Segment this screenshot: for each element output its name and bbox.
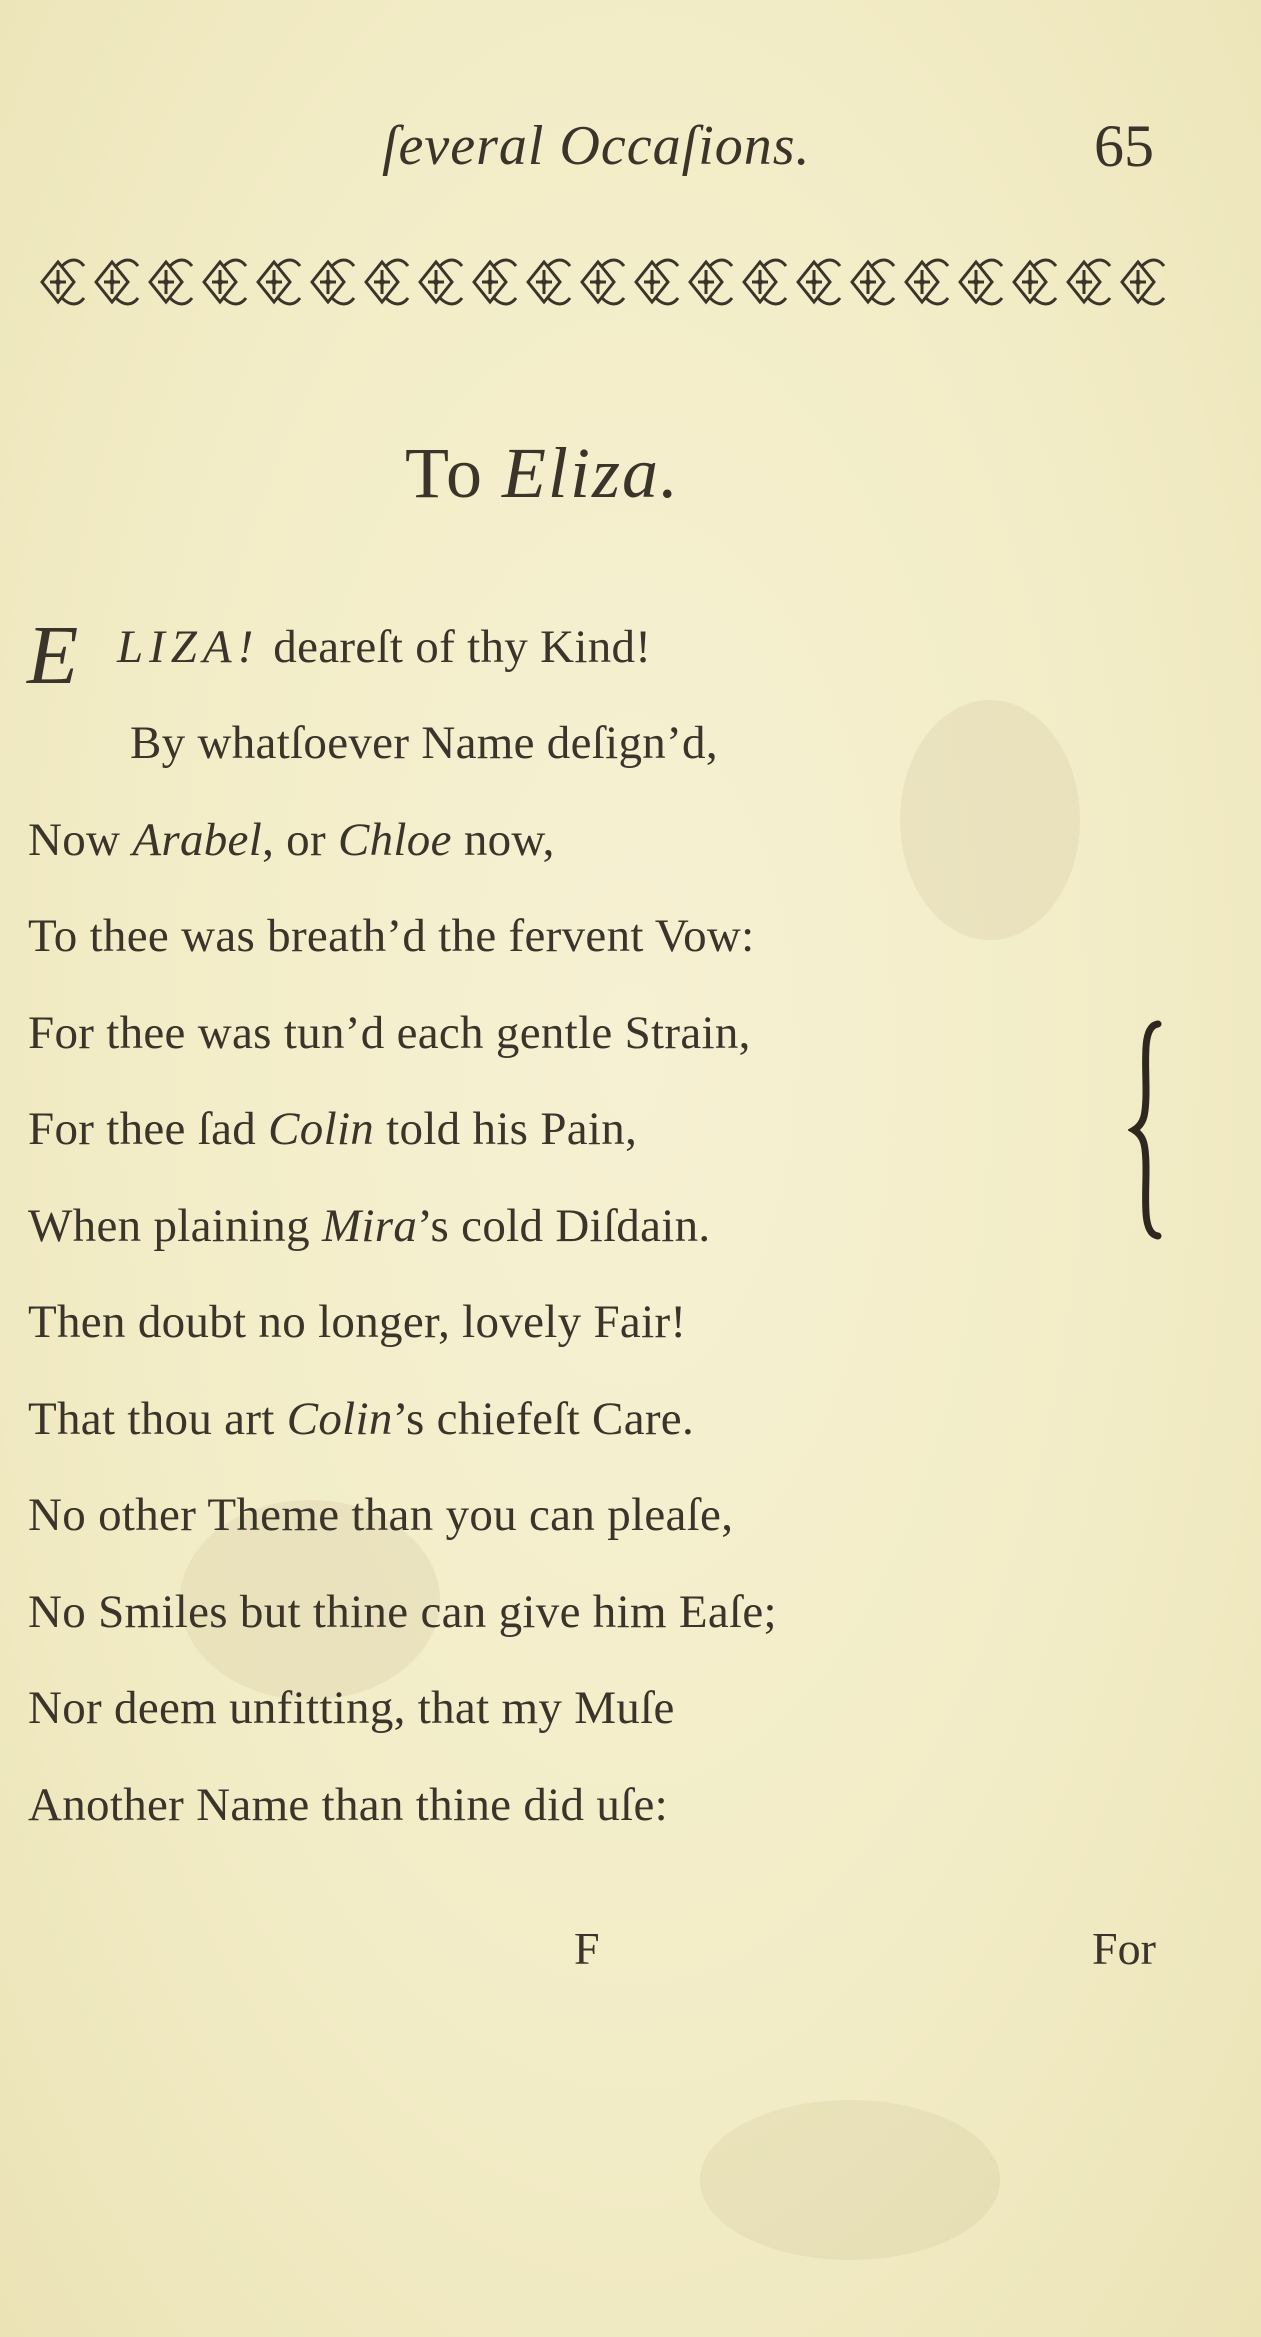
catchword: For	[1092, 1923, 1156, 1974]
verse-text: To thee was breath’d the fervent Vow:	[28, 910, 755, 962]
running-title: ſeveral Occaſions.	[382, 115, 811, 177]
brace-icon	[1128, 1020, 1172, 1240]
verse-line-7	[28, 1199, 710, 1253]
verse-text: When plaining	[28, 1200, 322, 1252]
verse-line-3	[28, 813, 555, 867]
verse-text: Another Name than thine did uſe:	[28, 1779, 669, 1831]
verse-line-9	[28, 1392, 694, 1446]
verse-text: now,	[451, 814, 555, 866]
verse-text: told his Pain,	[374, 1103, 638, 1155]
verse-italic-name: Colin	[268, 1103, 375, 1155]
poem-title-name: Eliza.	[501, 433, 680, 513]
verse-line-2	[130, 716, 718, 770]
verse-text: Nor deem unfitting, that my Muſe	[28, 1682, 675, 1734]
verse-text: ’s chiefeſt Care.	[392, 1393, 695, 1445]
verse-text: For thee was tun’d each gentle Strain,	[28, 1007, 751, 1059]
verse-line-1-text: deareſt of thy Kind!	[273, 621, 652, 673]
poem-title	[405, 432, 680, 515]
verse-line-1-name: LIZA!	[117, 621, 260, 673]
verse-line-11	[28, 1585, 777, 1639]
verse-line-12	[28, 1681, 675, 1735]
page-number: 65	[1094, 113, 1154, 179]
verse-text: , or	[262, 814, 338, 866]
verse-italic-name: Mira	[321, 1200, 418, 1252]
verse-line-6	[28, 1102, 637, 1156]
verse-italic-name: Arabel	[132, 814, 263, 866]
paper-stain	[900, 700, 1080, 940]
signature-mark: F	[574, 1923, 600, 1974]
verse-line-5	[28, 1006, 751, 1060]
verse-line-10	[28, 1488, 733, 1542]
verse-italic-name: Chloe	[337, 814, 452, 866]
verse-text: No other Theme than you can pleaſe,	[28, 1489, 734, 1541]
verse-text: Then doubt no longer, lovely Fair!	[28, 1296, 687, 1348]
verse-line-1	[117, 620, 651, 674]
verse-text: That thou art	[28, 1393, 287, 1445]
verse-text: No Smiles but thine can give him Eaſe;	[28, 1586, 777, 1638]
verse-line-4	[28, 909, 755, 963]
drop-cap: E	[27, 609, 79, 702]
running-head	[0, 108, 1261, 188]
verse-line-8	[28, 1295, 686, 1349]
paper-stain	[700, 2100, 1000, 2260]
verse-text: Now	[28, 814, 133, 866]
verse-text: By whatſoever Name deſign’d,	[130, 717, 718, 769]
poem-title-prefix: To	[405, 433, 484, 513]
ornamental-border-icon	[40, 252, 1170, 312]
verse-line-13	[28, 1778, 668, 1832]
verse-text: ’s cold Diſdain.	[417, 1200, 711, 1252]
verse-text: For thee ſad	[28, 1103, 269, 1155]
verse-italic-name: Colin	[286, 1393, 393, 1445]
